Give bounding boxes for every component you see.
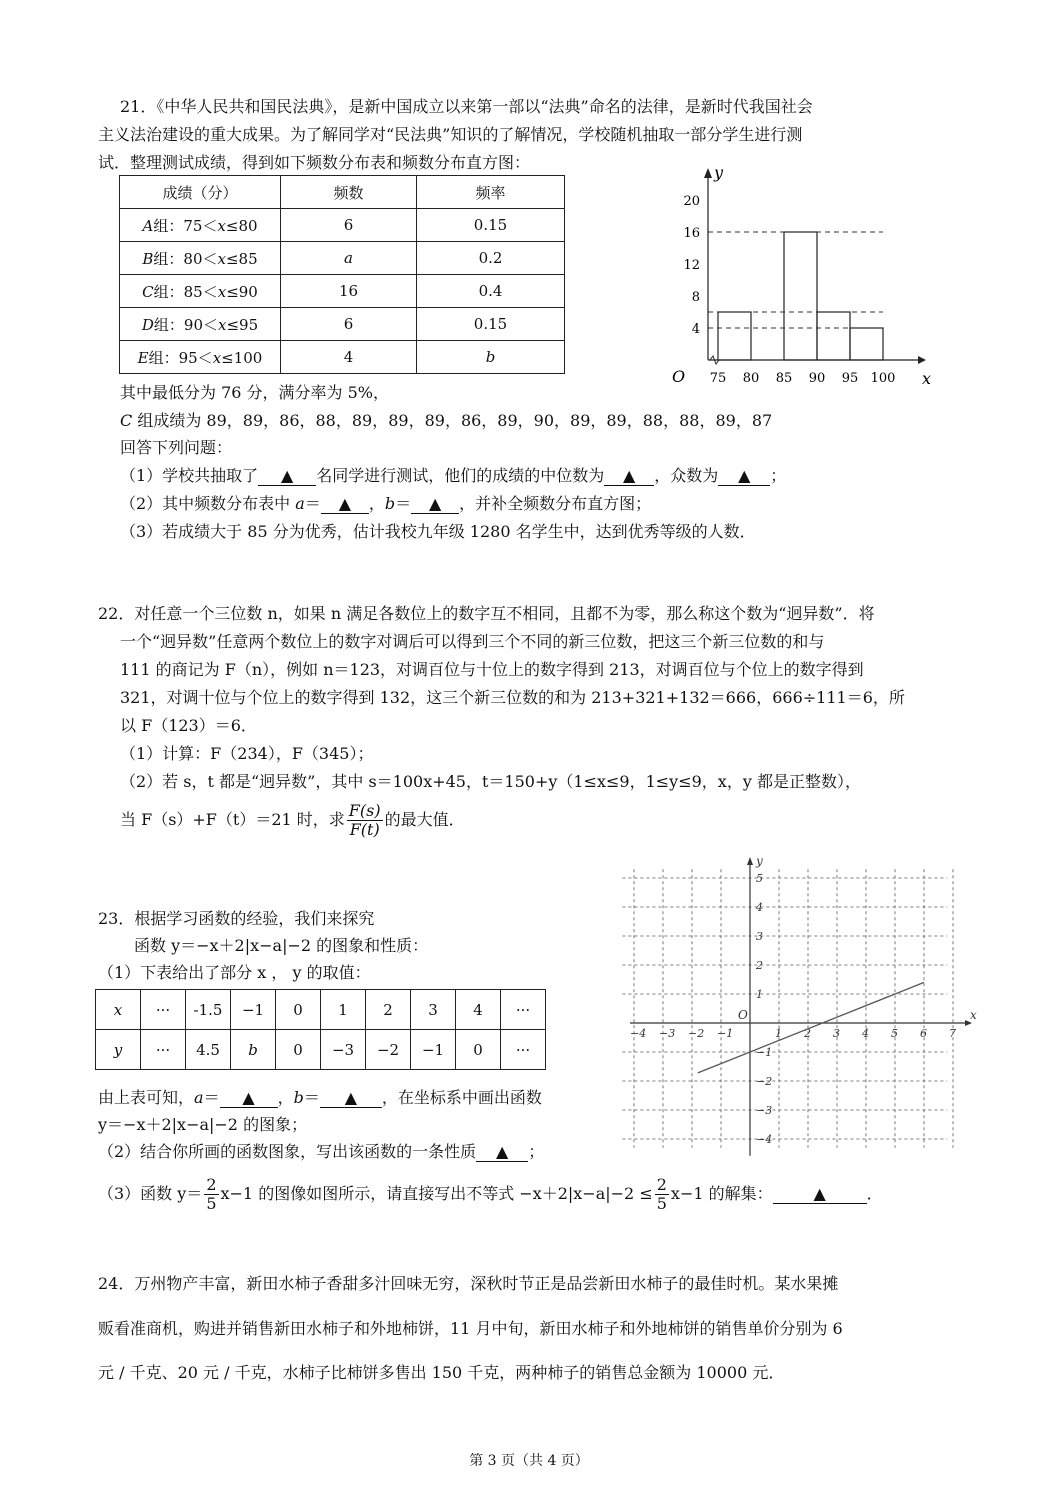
q22-line2: 一个“迥异数”任意两个数位上的数字对调后可以得到三个不同的新三位数，把这三个新三位数的和与 — [120, 632, 825, 651]
x-axis-label: x — [970, 1008, 977, 1022]
x-axis-arrow — [918, 356, 926, 364]
table-row: E组：95＜x≤100 4 b — [120, 341, 565, 374]
x-tick-label: 75 — [709, 371, 727, 386]
q21-note1: 其中最低分为 76 分，满分率为 5%， — [120, 383, 390, 402]
q22-line5: 以 F（123）＝6． — [120, 716, 257, 735]
header-score: 成绩（分） — [120, 176, 281, 209]
q23-draw-line: y＝−x＋2|x−a|−2 的图象； — [98, 1115, 308, 1134]
q24-line1: 24．万州物产丰富，新田水柿子香甜多汁回味无穷，深秋时节正是品尝新田水柿子的最佳时机。某水果摊 — [98, 1274, 839, 1293]
x-tick-label: 1 — [775, 1027, 782, 1040]
origin-label: O — [738, 1008, 748, 1022]
q21-part1: （1）学校共抽取了 ▲ 名同学进行测试，他们的成绩的中位数为 ▲ ，众数为 ▲ ； — [120, 466, 787, 485]
x-tick-label: 3 — [833, 1027, 840, 1040]
x-tick-label: −4 — [630, 1027, 647, 1040]
x-tick-label: 7 — [949, 1027, 956, 1040]
q21-line2: 主义法治建设的重大成果。为了解同学对“民法典”知识的了解情况，学校随机抽取一部分学生进行测 — [98, 125, 803, 144]
q23-line1: 23．根据学习函数的经验，我们来探究 — [98, 909, 375, 928]
y-tick-label: 16 — [683, 226, 700, 241]
y-tick-label: 8 — [691, 290, 700, 305]
x-tick-label: 95 — [841, 371, 859, 386]
x-axis-label: x — [922, 369, 932, 388]
y-axis-arrow — [704, 168, 712, 178]
y-tick-label: 5 — [756, 872, 763, 885]
q23-function: 函数 y＝−x＋2|x−a|−2 的图象和性质： — [134, 936, 429, 955]
x-tick-label: −2 — [688, 1027, 705, 1040]
page-footer: 第 3 页（共 4 页） — [469, 1453, 589, 1469]
q23-part2: （2）结合你所画的函数图象，写出该函数的一条性质 ▲ ； — [98, 1142, 545, 1161]
q21-line3: 试．整理测试成绩，得到如下频数分布表和频数分布直方图： — [98, 153, 531, 172]
histogram-bar — [784, 232, 817, 360]
y-tick-label: 4 — [691, 322, 700, 337]
q22-line3: 111 的商记为 F（n），例如 n＝123，对调百位与十位上的数字得到 213，对调百位与个位上的数字得到 — [120, 660, 864, 679]
x-tick-label: 100 — [870, 371, 896, 386]
q23-part3: （3）函数 y＝ $\frac{2}{5}$ x−1 的图像如图所示，请直接写出不等式 −x＋2|x−a|−2 ≤ $\frac{2}{5}$ x−1 的解集： ▲ ． — [98, 1175, 883, 1213]
q24-line3: 元 / 千克、20 元 / 千克，水柿子比柿饼多售出 150 千克，两种柿子的销售总金额为 10000 元． — [98, 1363, 785, 1382]
q24-line2: 贩看准商机，购进并销售新田水柿子和外地柿饼，11 月中旬，新田水柿子和外地柿饼的销售单价分别为 6 — [98, 1319, 843, 1338]
q22-part2: （2）若 s，t 都是“迥异数”，其中 s＝100x+45，t＝150+y（1≤x≤9，1≤y≤9，x，y 都是正整数）， — [120, 772, 861, 791]
table-row: D组：90＜x≤95 6 0.15 — [120, 308, 565, 341]
histogram-bar — [850, 328, 883, 360]
y-tick-label: 1 — [756, 988, 763, 1001]
table-row: C组：85＜x≤90 16 0.4 — [120, 275, 565, 308]
table-row: x ··· -1.5 −1 0 1 2 3 4 ··· — [96, 990, 546, 1030]
q22-line1: 22．对任意一个三位数 n，如果 n 满足各数位上的数字互不相同，且都不为零，那么称这个数为“迥异数”．将 — [98, 604, 875, 623]
y-tick-label: 2 — [756, 959, 763, 972]
y-tick-label: −1 — [756, 1046, 773, 1059]
q21-part2: （2）其中频数分布表中 a＝ ▲ ，b＝ ▲ ，并补全频数分布直方图； — [120, 494, 652, 513]
q21-part3: （3）若成绩大于 85 分为优秀，估计我校九年级 1280 名学生中，达到优秀等级的人数． — [120, 522, 756, 541]
x-tick-label: 90 — [808, 371, 826, 386]
origin-label: O — [672, 367, 686, 386]
y-tick-label: 12 — [683, 258, 700, 273]
frequency-table — [119, 175, 565, 374]
table-row: B组：80＜x≤85 a 0.2 — [120, 242, 565, 275]
histogram-chart — [660, 162, 940, 392]
coordinate-grid — [630, 855, 975, 1155]
histogram-bar — [817, 312, 850, 360]
table-row: y ··· 4.5 b 0 −3 −2 −1 0 ··· — [96, 1030, 546, 1070]
q21-line1: 21．《中华人民共和国民法典》，是新中国成立以来第一部以“法典”命名的法律，是新时代我国社会 — [120, 97, 813, 116]
y-tick-label: −3 — [756, 1104, 773, 1117]
x-tick-label: 4 — [862, 1027, 869, 1040]
x-tick-label: 85 — [775, 371, 793, 386]
y-axis-label: y — [756, 854, 763, 868]
y-tick-label: 4 — [756, 901, 763, 914]
fraction-fs-ft: $\frac{F(s)}{F(t)}$ — [348, 801, 381, 839]
x-tick-label: 80 — [742, 371, 760, 386]
q21-answer-prompt: 回答下列问题： — [120, 438, 233, 457]
header-rate: 频率 — [417, 176, 565, 209]
x-tick-label: 6 — [920, 1027, 927, 1040]
y-axis-label: y — [714, 163, 724, 182]
y-tick-label: −2 — [756, 1075, 773, 1088]
x-tick-label: 5 — [891, 1027, 898, 1040]
q22-line4: 321，对调十位与个位上的数字得到 132，这三个新三位数的和为 213+321+132＝666，666÷111＝6，所 — [120, 688, 905, 707]
q21-note2: C 组成绩为 89，89，86，88，89，89，89，86，89，90，89，89，88，88，89，87 — [120, 411, 773, 430]
q22-part1: （1）计算：F（234），F（345）； — [120, 744, 374, 763]
y-tick-label: 3 — [756, 930, 763, 943]
header-frequency: 频数 — [281, 176, 417, 209]
x-tick-label: 2 — [804, 1027, 811, 1040]
y-tick-label: −4 — [756, 1133, 773, 1146]
x-tick-label: −3 — [659, 1027, 676, 1040]
x-tick-label: −1 — [717, 1027, 734, 1040]
y-axis-arrow — [747, 857, 753, 865]
q23-part1: （1）下表给出了部分 x ， y 的取值： — [98, 963, 371, 982]
table-row: A组：75＜x≤80 6 0.15 — [120, 209, 565, 242]
histogram-bar — [718, 312, 751, 360]
q23-ab-line: 由上表可知，a＝ ▲ ，b＝ ▲ ，在坐标系中画出函数 — [98, 1088, 542, 1107]
xy-value-table — [95, 989, 546, 1070]
q22-part2-cont: 当 F（s）+F（t）＝21 时，求 $\frac{F(s)}{F(t)}$ 的最大值． — [120, 801, 465, 839]
y-tick-label: 20 — [683, 194, 700, 209]
